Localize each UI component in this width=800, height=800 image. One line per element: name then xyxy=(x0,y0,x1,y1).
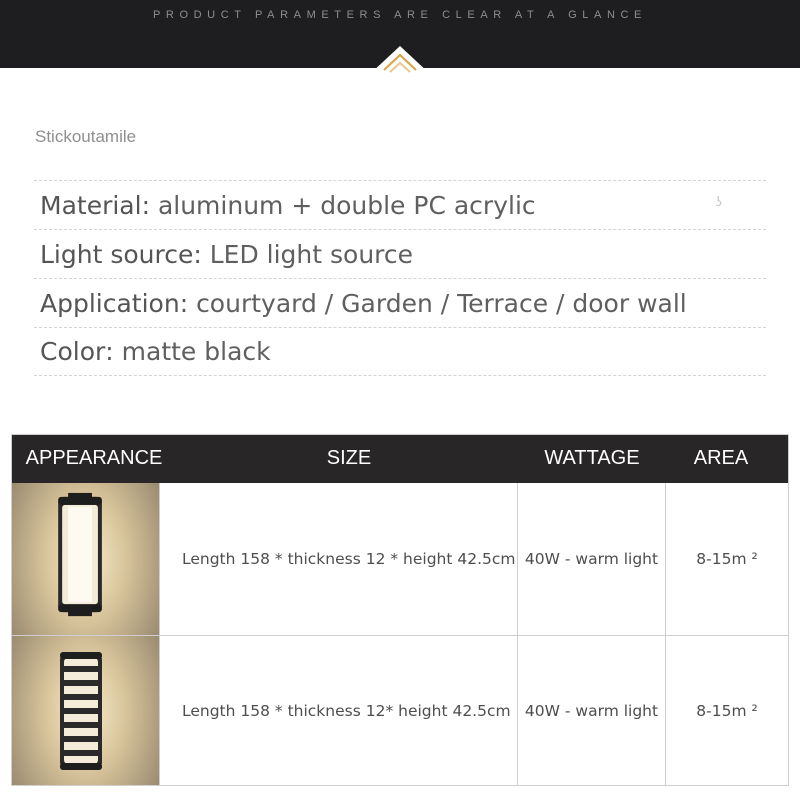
header-wattage: WATTAGE xyxy=(544,447,640,469)
size-cell: Length 158 * thickness 12* height 42.5cm xyxy=(159,636,517,785)
param-label: Application xyxy=(40,288,180,318)
chevron-up-icon xyxy=(370,44,430,74)
product-image-cell xyxy=(12,483,159,635)
wattage-cell: 40W - warm light xyxy=(517,483,665,635)
size-cell: Length 158 * thickness 12 * height 42.5cm xyxy=(159,483,517,635)
header-size: SIZE xyxy=(326,447,372,469)
parameter-list xyxy=(34,180,766,376)
header-area: AREA xyxy=(693,447,749,469)
watermark-mark: ʖ xyxy=(715,195,722,210)
param-colon: : xyxy=(105,337,122,366)
area-cell: 8-15m ² xyxy=(665,483,788,635)
solid-wall-lamp-icon xyxy=(12,483,159,635)
param-colon: : xyxy=(179,288,197,318)
header-appearance: APPEARANCE xyxy=(25,447,163,469)
caged-wall-lamp-icon xyxy=(12,636,159,785)
spec-table xyxy=(11,434,789,786)
param-row-color xyxy=(34,327,766,376)
top-banner xyxy=(0,0,800,68)
product-image-cell xyxy=(12,636,159,785)
table-row xyxy=(12,636,788,785)
param-value: aluminum + double PC acrylic xyxy=(157,190,536,220)
param-value: matte black xyxy=(121,337,271,366)
param-row-application xyxy=(34,278,766,327)
param-label: Light source xyxy=(40,239,194,269)
banner-title: PRODUCT PARAMETERS ARE CLEAR AT A GLANCE xyxy=(153,9,647,21)
table-row xyxy=(12,483,788,636)
param-label: Color xyxy=(40,337,106,366)
param-value: LED light source xyxy=(209,239,414,269)
param-row-material xyxy=(34,180,766,229)
param-value: courtyard / Garden / Terrace / door wall xyxy=(196,288,687,318)
param-label: Material xyxy=(40,190,142,220)
param-colon: : xyxy=(193,239,210,269)
param-row-light-source xyxy=(34,229,766,278)
area-cell: 8-15m ² xyxy=(665,636,788,785)
param-colon: : xyxy=(141,190,158,220)
brand-name: Stickoutamile xyxy=(35,127,137,146)
wattage-cell: 40W - warm light xyxy=(517,636,665,785)
table-header xyxy=(12,435,788,483)
